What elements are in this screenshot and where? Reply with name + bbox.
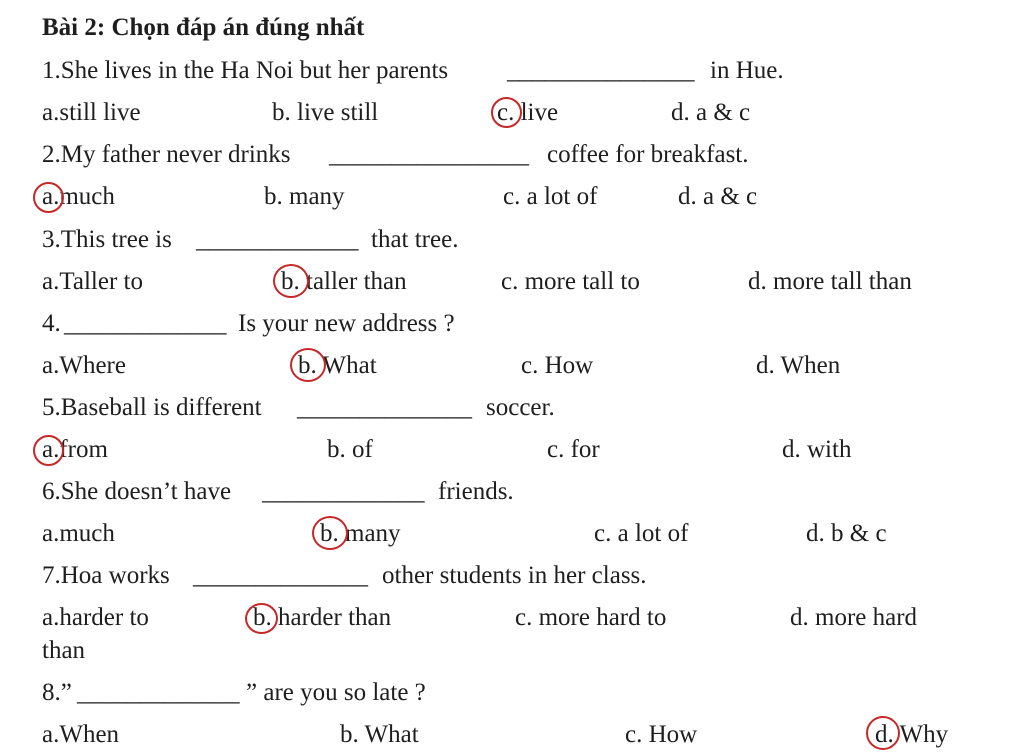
question-5-stem-after: soccer. xyxy=(486,394,555,421)
question-3-option-d: d. more tall than xyxy=(748,268,912,295)
question-5-option-b: b. of xyxy=(327,436,373,463)
question-6-blank: _____________ xyxy=(262,478,425,505)
question-7-option-a-wrap: than xyxy=(42,637,86,664)
question-8-stem-before: 8.” xyxy=(42,679,72,706)
question-7-stem-after: other students in her class. xyxy=(382,562,647,589)
question-2-option-c: c. a lot of xyxy=(503,183,598,210)
question-1-option-a: a.still live xyxy=(42,99,141,126)
question-1-blank: _______________ xyxy=(507,57,695,84)
question-6-option-c: c. a lot of xyxy=(594,520,689,547)
question-1-option-d: d. a & c xyxy=(671,99,751,126)
question-3-option-a: a.Taller to xyxy=(42,268,143,295)
question-4-option-a: a.Where xyxy=(42,352,126,379)
question-2-blank: ________________ xyxy=(329,141,529,168)
question-8-option-c: c. How xyxy=(625,721,698,748)
question-7-option-a: a.harder to xyxy=(42,604,149,631)
question-5-option-d: d. with xyxy=(782,436,852,463)
question-2-option-a: a.much xyxy=(42,183,115,210)
question-8-option-b: b. What xyxy=(340,721,419,748)
question-1-option-c: c. live xyxy=(497,99,559,126)
question-1-stem-before: 1.She lives in the Ha Noi but her parents xyxy=(42,57,449,84)
question-4-blank: _____________ xyxy=(64,310,227,337)
question-8-stem-after: ” are you so late ? xyxy=(246,679,426,706)
question-6-option-b: b. many xyxy=(320,520,401,547)
question-1-option-b: b. live still xyxy=(272,99,379,126)
exercise-title: Bài 2: Chọn đáp án đúng nhất xyxy=(42,14,365,41)
question-4-option-b: b. What xyxy=(298,352,377,379)
question-1-stem-after: in Hue. xyxy=(710,57,784,84)
question-5-blank: ______________ xyxy=(297,394,472,421)
question-8-option-d: d. Why xyxy=(875,721,949,748)
question-4-option-c: c. How xyxy=(521,352,594,379)
question-3-stem-before: 3.This tree is xyxy=(42,226,172,253)
question-3-blank: _____________ xyxy=(196,226,359,253)
question-8-option-a: a.When xyxy=(42,721,120,748)
question-6-option-d: d. b & c xyxy=(806,520,887,547)
question-7-option-c: c. more hard to xyxy=(515,604,667,631)
question-4-stem-before: 4. xyxy=(42,310,61,337)
question-5-stem-before: 5.Baseball is different xyxy=(42,394,262,421)
question-6-stem-before: 6.She doesn’t have xyxy=(42,478,232,505)
question-7-stem-before: 7.Hoa works xyxy=(42,562,170,589)
question-5-option-c: c. for xyxy=(547,436,600,463)
question-2-stem-before: 2.My father never drinks xyxy=(42,141,291,168)
question-8-blank: _____________ xyxy=(77,679,240,706)
question-7-blank: ______________ xyxy=(193,562,368,589)
question-2-option-d: d. a & c xyxy=(678,183,758,210)
question-3-option-b: b. taller than xyxy=(281,268,407,295)
question-6-stem-after: friends. xyxy=(438,478,514,505)
question-6-option-a: a.much xyxy=(42,520,115,547)
question-3-option-c: c. more tall to xyxy=(501,268,640,295)
question-2-option-b: b. many xyxy=(264,183,345,210)
question-7-option-b: b. harder than xyxy=(253,604,392,631)
question-2-stem-after: coffee for breakfast. xyxy=(547,141,749,168)
question-4-option-d: d. When xyxy=(756,352,841,379)
question-3-stem-after: that tree. xyxy=(371,226,459,253)
question-7-option-d: d. more hard xyxy=(790,604,918,631)
question-4-stem-after: Is your new address ? xyxy=(238,310,455,337)
question-5-option-a: a.from xyxy=(42,436,108,463)
